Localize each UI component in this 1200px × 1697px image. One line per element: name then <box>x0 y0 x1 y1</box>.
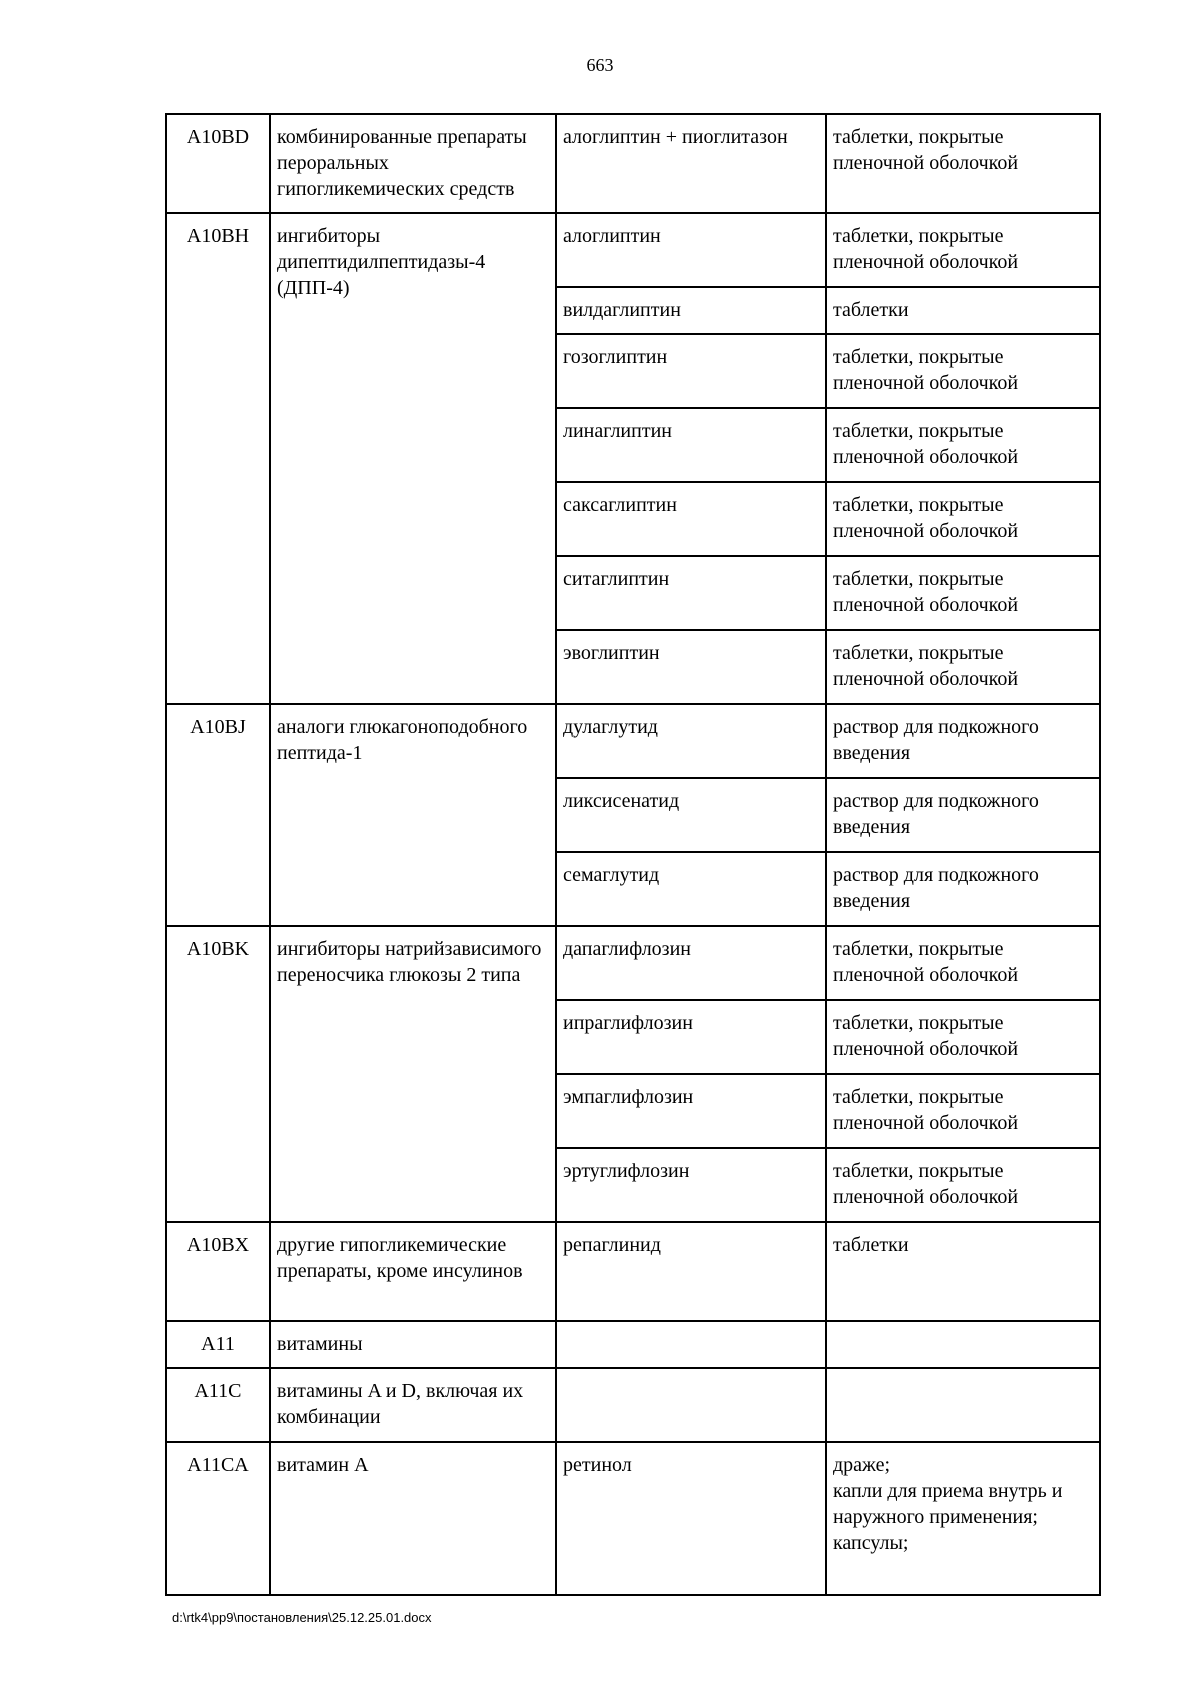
dosage-form-line: капсулы; <box>833 1532 909 1554</box>
drug-name-cell: эвоглиптин <box>556 630 826 704</box>
drug-name-cell: гозоглиптин <box>556 334 826 408</box>
atc-group-name-cell: комбинированные препараты пероральных гипогликемических средств <box>270 114 556 213</box>
drug-name-cell <box>556 1368 826 1442</box>
atc-code-cell: A11C <box>166 1368 270 1442</box>
dosage-form-cell <box>826 852 1100 926</box>
dosage-form-line: раствор для подкожного введения <box>833 716 1039 764</box>
table-row <box>166 1222 1100 1321</box>
dosage-form-cell <box>826 556 1100 630</box>
dosage-form-line: таблетки, покрытые пленочной оболочкой <box>833 1160 1019 1208</box>
table-row <box>166 114 1100 213</box>
dosage-form-cell <box>826 213 1100 287</box>
drug-name-cell: репаглинид <box>556 1222 826 1321</box>
table-row <box>166 926 1100 1000</box>
dosage-form-cell <box>826 334 1100 408</box>
dosage-form-line: таблетки, покрытые пленочной оболочкой <box>833 420 1019 468</box>
dosage-form-cell <box>826 1000 1100 1074</box>
dosage-form-cell <box>826 114 1100 213</box>
atc-code-cell: A10BD <box>166 114 270 213</box>
atc-group-name-cell: витамин A <box>270 1442 556 1595</box>
dosage-form-line: таблетки, покрытые пленочной оболочкой <box>833 494 1019 542</box>
dosage-form-cell <box>826 1074 1100 1148</box>
dosage-form-cell <box>826 926 1100 1000</box>
atc-code-cell: A10BX <box>166 1222 270 1321</box>
dosage-form-line: таблетки, покрытые пленочной оболочкой <box>833 642 1019 690</box>
table-row <box>166 704 1100 778</box>
atc-group-name-cell: другие гипогликемические препараты, кроме инсулинов <box>270 1222 556 1321</box>
atc-group-name-cell: витамины <box>270 1321 556 1368</box>
dosage-form-line: таблетки, покрытые пленочной оболочкой <box>833 126 1019 174</box>
table-row <box>166 1442 1100 1595</box>
drug-name-cell: ликсисенатид <box>556 778 826 852</box>
drug-name-cell: линаглиптин <box>556 408 826 482</box>
table-row <box>166 1368 1100 1442</box>
drug-name-cell: ретинол <box>556 1442 826 1595</box>
atc-group-name-cell: ингибиторы натрийзависимого переносчика глюкозы 2 типа <box>270 926 556 1222</box>
atc-code-cell: A10BJ <box>166 704 270 926</box>
dosage-form-line: таблетки, покрытые пленочной оболочкой <box>833 225 1019 273</box>
dosage-form-cell <box>826 482 1100 556</box>
dosage-form-line: таблетки, покрытые пленочной оболочкой <box>833 1012 1019 1060</box>
drug-name-cell: дулаглутид <box>556 704 826 778</box>
footer-file-path: d:\rtk4\pp9\постановления\25.12.25.01.docx <box>172 1610 432 1625</box>
dosage-form-line: таблетки <box>833 299 909 321</box>
dosage-form-cell <box>826 778 1100 852</box>
dosage-form-cell <box>826 1321 1100 1368</box>
table-row <box>166 213 1100 287</box>
atc-code-cell: A11CA <box>166 1442 270 1595</box>
dosage-form-line: раствор для подкожного введения <box>833 790 1039 838</box>
dosage-form-line: таблетки, покрытые пленочной оболочкой <box>833 568 1019 616</box>
drug-name-cell: ипраглифлозин <box>556 1000 826 1074</box>
dosage-form-line: таблетки, покрытые пленочной оболочкой <box>833 346 1019 394</box>
drug-name-cell: ситаглиптин <box>556 556 826 630</box>
dosage-form-cell <box>826 1442 1100 1595</box>
dosage-form-cell <box>826 287 1100 334</box>
dosage-form-cell <box>826 408 1100 482</box>
dosage-form-line: драже; <box>833 1454 891 1476</box>
drug-name-cell: вилдаглиптин <box>556 287 826 334</box>
atc-code-cell: A10BK <box>166 926 270 1222</box>
drug-name-cell: алоглиптин <box>556 213 826 287</box>
drug-table <box>165 113 1101 1596</box>
atc-group-name-cell: аналоги глюкагоноподобного пептида-1 <box>270 704 556 926</box>
dosage-form-cell <box>826 1368 1100 1442</box>
dosage-form-line: раствор для подкожного введения <box>833 864 1039 912</box>
dosage-form-line: таблетки <box>833 1234 909 1256</box>
dosage-form-cell <box>826 1222 1100 1321</box>
dosage-form-line: таблетки, покрытые пленочной оболочкой <box>833 1086 1019 1134</box>
dosage-form-line: таблетки, покрытые пленочной оболочкой <box>833 938 1019 986</box>
dosage-form-cell <box>826 704 1100 778</box>
drug-name-cell: саксаглиптин <box>556 482 826 556</box>
dosage-form-line: капли для приема внутрь и наружного применения; <box>833 1480 1063 1528</box>
atc-code-cell: A10BH <box>166 213 270 704</box>
dosage-form-cell <box>826 1148 1100 1222</box>
atc-group-name-cell: витамины A и D, включая их комбинации <box>270 1368 556 1442</box>
dosage-form-cell <box>826 630 1100 704</box>
table-row <box>166 1321 1100 1368</box>
drug-name-cell: алоглиптин + пиоглитазон <box>556 114 826 213</box>
drug-name-cell: дапаглифлозин <box>556 926 826 1000</box>
atc-code-cell: A11 <box>166 1321 270 1368</box>
drug-name-cell: эмпаглифлозин <box>556 1074 826 1148</box>
atc-group-name-cell: ингибиторы дипептидилпептидазы-4 (ДПП-4) <box>270 213 556 704</box>
page-number: 663 <box>586 55 614 75</box>
drug-name-cell <box>556 1321 826 1368</box>
drug-name-cell: эртуглифлозин <box>556 1148 826 1222</box>
drug-name-cell: семаглутид <box>556 852 826 926</box>
